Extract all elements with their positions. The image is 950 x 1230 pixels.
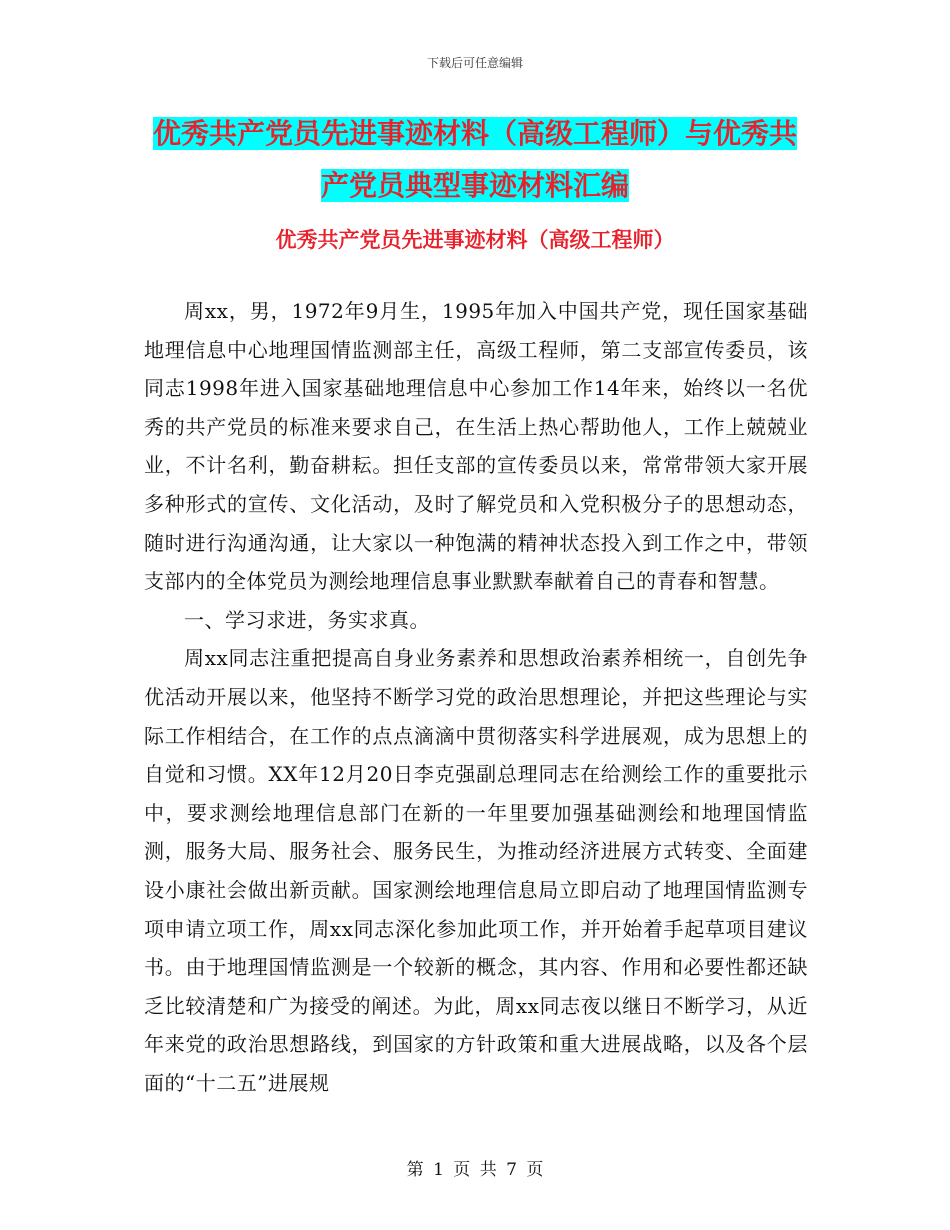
paragraph-study: 周xx同志注重把提高自身业务素养和思想政治素养相统一，自创先争优活动开展以来，他坚持不断学习党的政治思想理论，并把这些理论与实际工作相结合，在工作的点点滴滴中贯彻落实科学进展观，成为思想上的自觉和习惯。XX年12月20日李克强副总理同志在给测绘工作的重要批示中，要求测绘地理信息部门在新的一年里要加强基础测绘和地理国情监测，服务大局、服务社会、服务民生，为推动经济进展方式转变、全面建设小康社会做出新贡献。国家测绘地理信息局立即启动了地理国情监测专项申请立项工作，周xx同志深化参加此项工作，并开始着手起草项目建议书。由于地理国情监测是一个较新的概念，其内容、作用和必要性都还缺乏比较清楚和广为接受的阐述。为此，周xx同志夜以继日不断学习，从近年来党的政治思想路线，到国家的方针政策和重大进展战略，以及各个层面的“十二五”进展规 — [144, 646, 808, 1095]
main-title — [140, 108, 810, 212]
section-title: 优秀共产党员先进事迹材料（高级工程师） — [275, 228, 675, 252]
page-footer: 第 1 页 共 7 页 — [406, 1160, 544, 1180]
paragraph-intro: 周xx，男，1972年9月生，1995年加入中国共产党，现任国家基础地理信息中心地理国情监测部主任，高级工程师，第二支部宣传委员，该同志1998年进入国家基础地理信息中心参加工作14年来，始终以一名优秀的共产党员的标准来要求自己，在生活上热心帮助他人，工作上兢兢业业，不计名利，勤奋耕耘。担任支部的宣传委员以来，常常带领大家开展多种形式的宣传、文化活动，及时了解党员和入党积极分子的思想动态，随时进行沟通沟通，让大家以一种饱满的精神状态投入到工作之中，带领支部内的全体党员为测绘地理信息事业默默奉献着自己的青春和智慧。 — [144, 299, 808, 594]
document-body — [144, 292, 808, 1102]
main-title-text: 优秀共产党员先进事迹材料（高级工程师）与优秀共产党员典型事迹材料汇编 — [152, 117, 797, 202]
paragraph-heading-1: 一、学习求进，务实求真。 — [184, 607, 430, 632]
header-note: 下载后可任意编辑 — [426, 56, 523, 70]
